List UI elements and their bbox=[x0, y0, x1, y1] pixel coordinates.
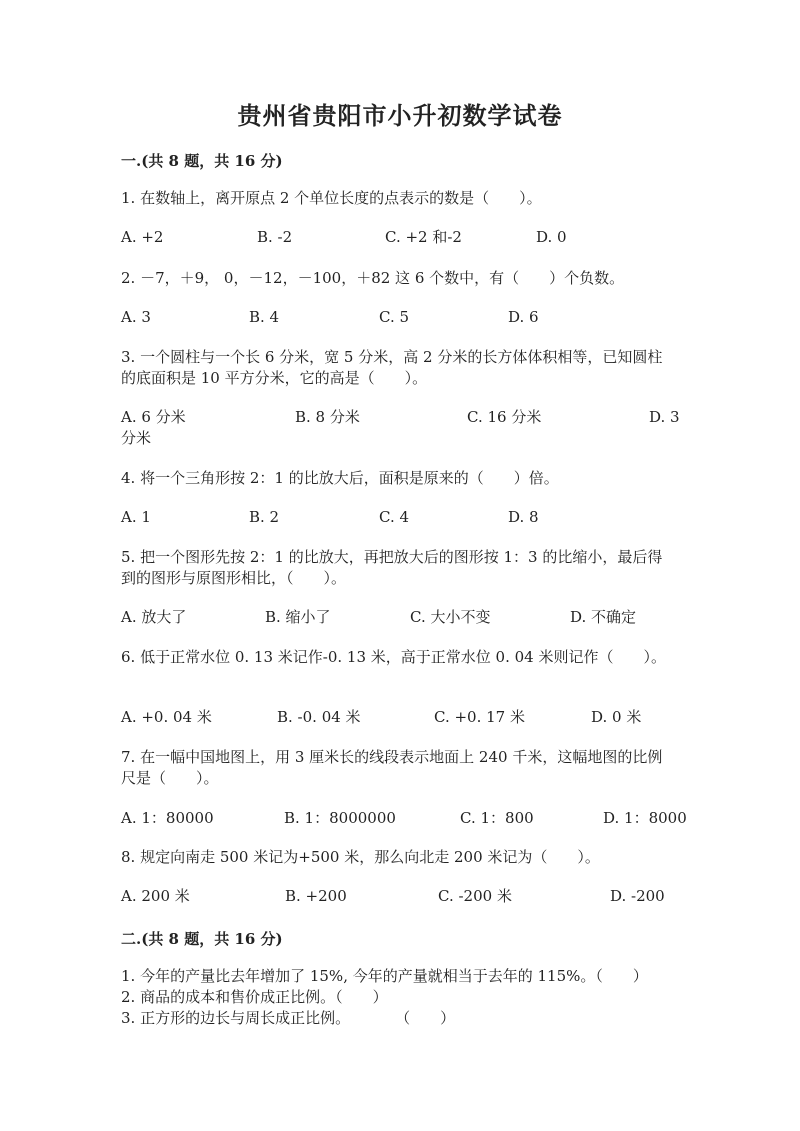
judgement-item-1: 1. 今年的产量比去年增加了 15%, 今年的产量就相当于去年的 115%。（ ） bbox=[121, 967, 648, 985]
option-c: C. 1：800 bbox=[460, 809, 534, 827]
question-8-options bbox=[121, 886, 677, 907]
question-6: 6. 低于正常水位 0. 13 米记作-0. 13 米，高于正常水位 0. 04 米则记作（ ）。 bbox=[121, 648, 666, 666]
option-d: D. 不确定 bbox=[570, 608, 637, 626]
option-a: A. 6 分米 bbox=[121, 408, 186, 426]
option-a: A. 放大了 bbox=[121, 608, 187, 626]
question-4: 4. 将一个三角形按 2：1 的比放大后，面积是原来的（ ）倍。 bbox=[121, 469, 559, 487]
option-d: D. 1：8000 bbox=[603, 809, 687, 827]
option-a: A. +2 bbox=[121, 228, 164, 246]
option-c: C. +2 和-2 bbox=[385, 228, 462, 246]
option-b: B. 4 bbox=[249, 308, 280, 326]
option-a: A. 3 bbox=[121, 308, 151, 326]
option-c: C. 大小不变 bbox=[410, 608, 491, 626]
option-b: B. -0. 04 米 bbox=[277, 708, 361, 726]
question-1: 1. 在数轴上，离开原点 2 个单位长度的点表示的数是（ ）。 bbox=[121, 189, 542, 207]
question-3: 3. 一个圆柱与一个长 6 分米，宽 5 分米，高 2 分米的长方体体积相等，已知圆柱的底面积是 10 平方分米，它的高是（ ）。 bbox=[121, 348, 663, 387]
option-d: D. 6 bbox=[508, 308, 539, 326]
option-d: D. 3 bbox=[649, 408, 680, 426]
question-5-options bbox=[121, 607, 677, 628]
option-d: D. 0 米 bbox=[591, 708, 642, 726]
question-2: 2. －7，＋9， 0，－12，－100，＋82 这 6 个数中，有（ ）个负数。 bbox=[121, 269, 625, 287]
option-c: C. 4 bbox=[379, 508, 410, 526]
option-b: B. -2 bbox=[257, 228, 293, 246]
page-title: 贵州省贵阳市小升初数学试卷 bbox=[237, 101, 563, 130]
option-c: C. 16 分米 bbox=[467, 408, 542, 426]
question-4-options bbox=[121, 507, 677, 528]
option-a: A. +0. 04 米 bbox=[121, 708, 212, 726]
option-b: B. 缩小了 bbox=[265, 608, 331, 626]
option-c: C. +0. 17 米 bbox=[434, 708, 525, 726]
section-2-header: 二.(共 8 题，共 16 分) bbox=[121, 930, 283, 948]
judgement-item-3: 3. 正方形的边长与周长成正比例。 （ ） bbox=[121, 1009, 456, 1027]
option-b: B. 2 bbox=[249, 508, 280, 526]
question-7-options bbox=[121, 808, 687, 829]
question-8: 8. 规定向南走 500 米记为+500 米，那么向北走 200 米记为（ ）。 bbox=[121, 848, 600, 866]
option-a: A. 1：80000 bbox=[121, 809, 214, 827]
question-3-option-d-continued: 分米 bbox=[121, 429, 152, 447]
question-6-options bbox=[121, 707, 677, 728]
question-5: 5. 把一个图形先按 2：1 的比放大，再把放大后的图形按 1：3 的比缩小，最后得到的图形与原图形相比，（ ）。 bbox=[121, 548, 663, 587]
question-1-options bbox=[121, 227, 677, 248]
question-3-options bbox=[121, 407, 680, 428]
option-a: A. 1 bbox=[121, 508, 151, 526]
judgement-item-2: 2. 商品的成本和售价成正比例。（ ） bbox=[121, 988, 388, 1006]
option-d: D. 0 bbox=[536, 228, 567, 246]
option-c: C. 5 bbox=[379, 308, 410, 326]
section-1-header: 一.(共 8 题，共 16 分) bbox=[121, 152, 283, 170]
question-7: 7. 在一幅中国地图上，用 3 厘米长的线段表示地面上 240 千米，这幅地图的比例尺是（ ）。 bbox=[121, 748, 663, 787]
option-b: B. +200 bbox=[285, 887, 347, 905]
option-a: A. 200 米 bbox=[121, 887, 190, 905]
option-b: B. 1：8000000 bbox=[284, 809, 396, 827]
option-d: D. 8 bbox=[508, 508, 539, 526]
option-d: D. -200 bbox=[610, 887, 665, 905]
question-2-options bbox=[121, 307, 677, 328]
option-c: C. -200 米 bbox=[438, 887, 512, 905]
option-b: B. 8 分米 bbox=[295, 408, 360, 426]
